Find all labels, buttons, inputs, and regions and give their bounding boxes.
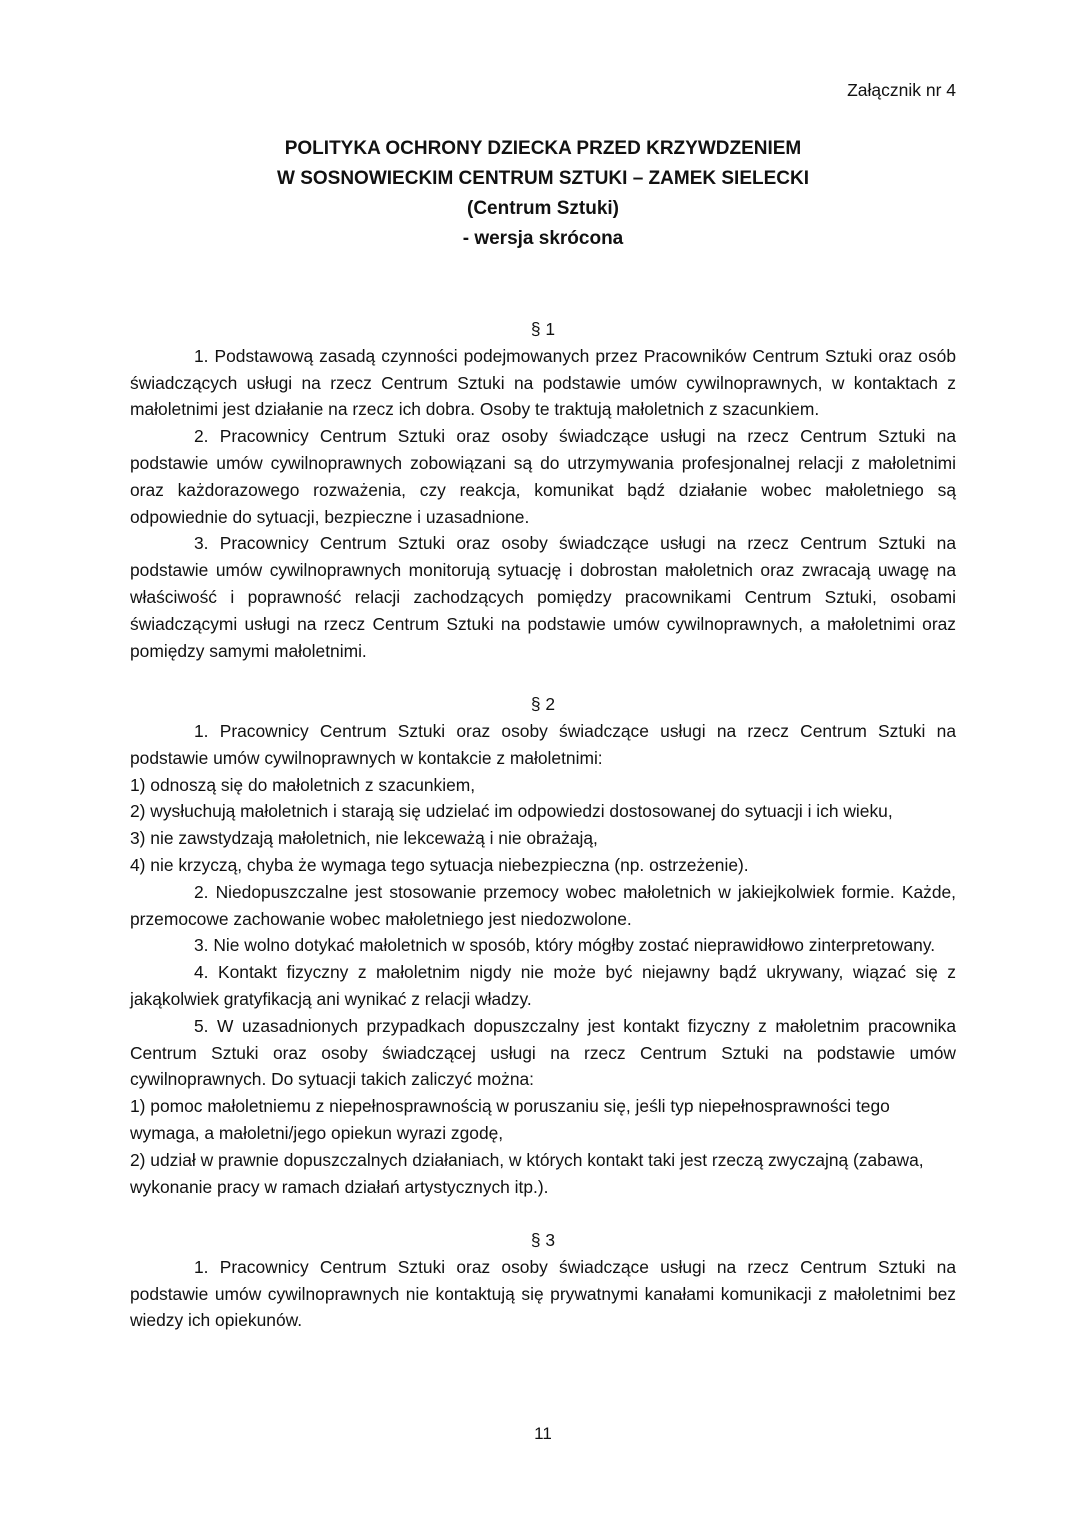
section-2-paragraph-5: 5. W uzasadnionych przypadkach dopuszczalny jest kontakt fizyczny z małoletnim pracownika Centrum Sztuki oraz osoby świadczącej usługi na rzecz Centrum Sztuki na podstawie umów cywilnoprawnych. Do sytuacji takich zaliczyć można: xyxy=(130,1015,956,1090)
section-1-paragraph-1: 1. Podstawową zasadą czynności podejmowanych przez Pracowników Centrum Sztuki oraz osób świadczących usługi na rzecz Centrum Sztuki na podstawie umów cywilnoprawnych, w kontaktach z małoletnimi jest działanie na rzecz ich dobra. Osoby te traktują małoletnich z szacunkiem. xyxy=(130,345,956,420)
section-2-list-item: 2) udział w prawnie dopuszczalnych działaniach, w których kontakt taki jest rzeczą zwyczajną (zabawa, wykonanie pracy w ramach działań artystycznych itp.). xyxy=(130,1149,924,1197)
title-line-3: (Centrum Sztuki) xyxy=(467,198,619,219)
section-gap xyxy=(130,664,956,691)
attachment-label: Załącznik nr 4 xyxy=(847,80,956,100)
section-2-paragraph-4: 4. Kontakt fizyczny z małoletnim nigdy nie może być niejawny bądź ukrywany, wiązać się z jakąkolwiek gratyfikacją ani wynikać z relacji władzy. xyxy=(130,962,956,1009)
title-line-2: W SOSNOWIECKIM CENTRUM SZTUKI – ZAMEK SIELECKI xyxy=(277,168,809,189)
document-title xyxy=(130,134,956,254)
section-2-list-item: 1) pomoc małoletniemu z niepełnosprawnością w poruszaniu się, jeśli typ niepełnosprawności tego wymaga, a małoletni/jego opiekun wyrazi zgodę, xyxy=(130,1096,890,1143)
section-2-paragraph-2: 2. Niedopuszczalne jest stosowanie przemocy wobec małoletnich w jakiejkolwiek formie. Każde, przemocowe zachowanie wobec małoletniego jest niedozwolone. xyxy=(130,881,956,929)
section-2-list-item: 4) nie krzyczą, chyba że wymaga tego sytuacja niebezpieczna (np. ostrzeżenie). xyxy=(130,854,749,875)
section-2-paragraph-1: 1. Pracownicy Centrum Sztuki oraz osoby świadczące usługi na rzecz Centrum Sztuki na podstawie umów cywilnoprawnych w kontakcie z małoletnimi: xyxy=(130,720,956,768)
section-gap xyxy=(130,1200,956,1227)
page-number: 11 xyxy=(534,1424,552,1443)
section-2-list-item: 2) wysłuchują małoletnich i starają się udzielać im odpowiedzi dostosowanej do sytuacji i ich wieku, xyxy=(130,801,893,822)
section-2-list-item: 1) odnoszą się do małoletnich z szacunkiem, xyxy=(130,774,476,795)
section-3-mark: § 3 xyxy=(530,1230,556,1251)
section-1-paragraph-2: 2. Pracownicy Centrum Sztuki oraz osoby świadczące usługi na rzecz Centrum Sztuki na podstawie umów cywilnoprawnych zobowiązani są do utrzymywania profesjonalnej relacji z małoletnimi oraz każdorazowego rozważenia, czy reakcja, komunikat bądź działanie wobec małoletniego są odpowiednie do sytuacji, bezpieczne i uzasadnione. xyxy=(130,426,956,527)
title-line-1: POLITYKA OCHRONY DZIECKA PRZED KRZYWDZENIEM xyxy=(284,138,802,159)
section-2-list-item: 3) nie zawstydzają małoletnich, nie lekceważą i nie obrażają, xyxy=(130,828,598,849)
section-2-mark: § 2 xyxy=(530,694,556,715)
title-line-4: - wersja skrócona xyxy=(462,228,624,249)
document-body xyxy=(130,316,956,1334)
section-3-paragraph-1: 1. Pracownicy Centrum Sztuki oraz osoby świadczące usługi na rzecz Centrum Sztuki na podstawie umów cywilnoprawnych nie kontaktują się prywatnymi kanałami komunikacji z małoletnimi bez wiedzy ich opiekunów. xyxy=(130,1256,956,1331)
section-2-paragraph-3: 3. Nie wolno dotykać małoletnich w sposób, który mógłby zostać nieprawidłowo zinterpretowany. xyxy=(194,935,936,956)
section-1-mark: § 1 xyxy=(530,319,556,339)
section-1-paragraph-3: 3. Pracownicy Centrum Sztuki oraz osoby świadczące usługi na rzecz Centrum Sztuki na podstawie umów cywilnoprawnych monitorują sytuację i dobrostan małoletnich oraz zwracają uwagę na właściwość i poprawność relacji zachodzących pomiędzy pracownikami Centrum Sztuki, osobami świadczącymi usługi na rzecz Centrum Sztuki na podstawie umów cywilnoprawnych, a małoletnimi oraz pomiędzy samymi małoletnimi. xyxy=(130,533,956,661)
